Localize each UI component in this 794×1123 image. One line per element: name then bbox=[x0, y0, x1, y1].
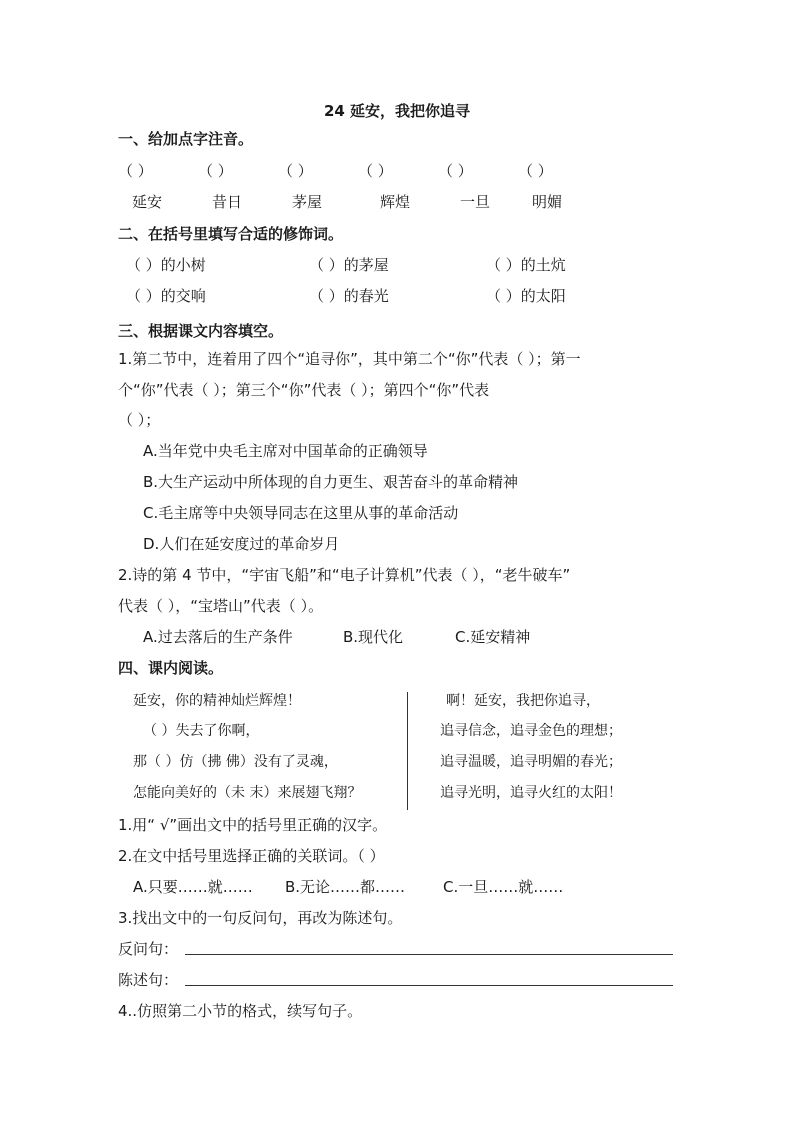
word: 辉煌 bbox=[380, 193, 411, 211]
q2-options bbox=[143, 626, 663, 646]
reading-q2: 2.在文中括号里选择正确的关联词。（ ） bbox=[118, 847, 385, 865]
poem-divider bbox=[407, 692, 408, 810]
q1-line: 个“你”代表（ ）；第三个“你”代表（ ）；第四个“你”代表 bbox=[118, 381, 490, 399]
pinyin-blank[interactable]: （ ） bbox=[278, 162, 313, 180]
section2-heading: 二、在括号里填写合适的修饰词。 bbox=[118, 225, 344, 243]
modifier-blank[interactable]: （ ）的春光 bbox=[309, 287, 389, 305]
section1-heading: 一、给加点字注音。 bbox=[118, 130, 254, 148]
modifier-blank[interactable]: （ ）的土炕 bbox=[486, 256, 566, 274]
modifier-row bbox=[126, 285, 686, 305]
q2-option-b: B.现代化 bbox=[343, 628, 404, 646]
q1-option-d: D.人们在延安度过的革命岁月 bbox=[143, 535, 340, 553]
reading-q2-option-c: C.一旦……就…… bbox=[443, 878, 564, 896]
q1-option-c: C.毛主席等中央领导同志在这里从事的革命活动 bbox=[143, 504, 459, 522]
word: 明媚 bbox=[532, 193, 563, 211]
poem-left-line: 怎能向美好的（未 末）来展翅飞翔？ bbox=[133, 785, 362, 801]
q2-option-c: C.延安精神 bbox=[455, 628, 531, 646]
q1-option-b: B.大生产运动中所体现的自力更生、艰苦奋斗的革命精神 bbox=[143, 473, 519, 491]
word: 昔日 bbox=[212, 193, 243, 211]
rhetorical-label: 反问句： bbox=[118, 940, 179, 958]
q2-line: 代表（ ），“宝塔山”代表（ ）。 bbox=[118, 597, 324, 615]
pinyin-blank[interactable]: （ ） bbox=[438, 162, 473, 180]
q1-line: （ ）； bbox=[118, 411, 161, 429]
modifier-row bbox=[126, 254, 686, 274]
modifier-blank[interactable]: （ ）的小树 bbox=[126, 256, 206, 274]
section3-heading: 三、根据课文内容填空。 bbox=[118, 322, 284, 340]
word: 茅屋 bbox=[292, 193, 323, 211]
declarative-answer-line[interactable] bbox=[185, 985, 673, 986]
word: 延安 bbox=[132, 193, 163, 211]
pinyin-blank[interactable]: （ ） bbox=[198, 162, 233, 180]
poem-right-line: 追寻温暖，追寻明媚的春光； bbox=[440, 754, 622, 770]
reading-q2-option-a: A.只要……就…… bbox=[133, 878, 253, 896]
pinyin-blank[interactable]: （ ） bbox=[358, 162, 393, 180]
pinyin-blank-row bbox=[118, 160, 678, 180]
reading-q2-options bbox=[133, 876, 653, 896]
poem-right-line: 啊！延安，我把你追寻， bbox=[446, 693, 600, 709]
word: 一旦 bbox=[460, 193, 491, 211]
reading-q3: 3.找出文中的一句反问句，再改为陈述句。 bbox=[118, 909, 403, 927]
pinyin-blank[interactable]: （ ） bbox=[518, 162, 553, 180]
poem-left-line: （ ）失去了你啊， bbox=[143, 723, 260, 739]
poem-right-line: 追寻信念，追寻金色的理想； bbox=[440, 723, 622, 739]
rhetorical-answer-line[interactable] bbox=[185, 954, 673, 955]
page-title: 24 延安，我把你追寻 bbox=[323, 102, 471, 120]
reading-q1: 1.用“ √”画出文中的括号里正确的汉字。 bbox=[118, 816, 388, 834]
q2-line: 2.诗的第 4 节中，“宇宙飞船”和“电子计算机”代表（ ），“老牛破车” bbox=[118, 566, 571, 584]
pinyin-blank[interactable]: （ ） bbox=[118, 162, 153, 180]
section4-heading: 四、课内阅读。 bbox=[118, 659, 224, 677]
q1-option-a: A.当年党中央毛主席对中国革命的正确领导 bbox=[143, 442, 428, 460]
modifier-blank[interactable]: （ ）的太阳 bbox=[486, 287, 566, 305]
reading-q2-option-b: B.无论……都…… bbox=[285, 878, 406, 896]
poem-right-line: 追寻光明，追寻火红的太阳！ bbox=[440, 785, 622, 801]
modifier-blank[interactable]: （ ）的交响 bbox=[126, 287, 206, 305]
reading-q4: 4..仿照第二小节的格式，续写句子。 bbox=[118, 1002, 363, 1020]
modifier-blank[interactable]: （ ）的茅屋 bbox=[309, 256, 389, 274]
q2-option-a: A.过去落后的生产条件 bbox=[143, 628, 293, 646]
poem-left-line: 那（ ）仿（拂 佛）没有了灵魂， bbox=[133, 754, 338, 770]
q1-line: 1.第二节中，连着用了四个“追寻你”，其中第二个“你”代表（ ）；第一 bbox=[118, 350, 581, 368]
poem-left-line: 延安，你的精神灿烂辉煌！ bbox=[133, 693, 301, 709]
declarative-label: 陈述句： bbox=[118, 971, 179, 989]
word-row bbox=[132, 191, 692, 211]
